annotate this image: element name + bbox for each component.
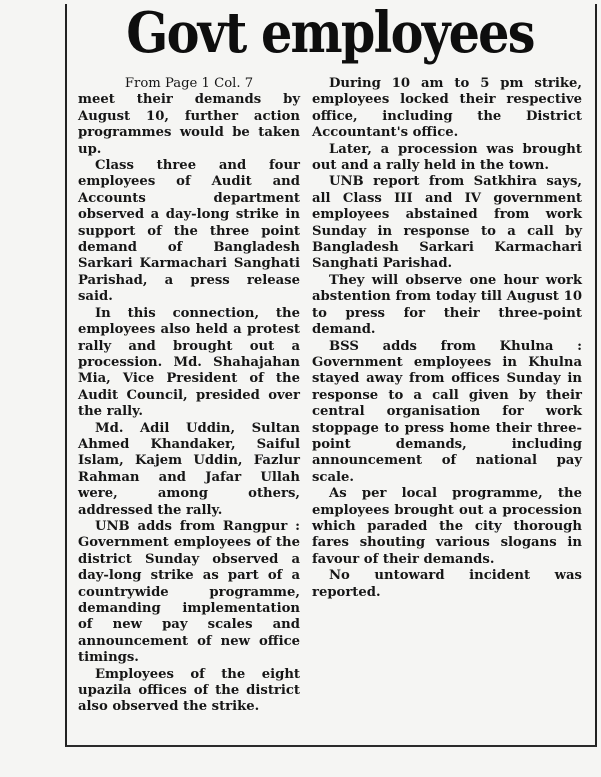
- left-column: [78, 76, 300, 716]
- headline: Govt employees: [126, 0, 534, 66]
- right-column: [312, 76, 582, 601]
- paragraph: Later, a procession was brought out and a rally held in the town.: [312, 141, 582, 174]
- paragraph: UNB adds from Rangpur : Government employees of the district Sunday observed a day-long strike as part of a countrywide programme, demanding implementation of new pay scales and announcement of new office timings.: [78, 518, 300, 666]
- jump-line: From Page 1 Col. 7: [124, 76, 254, 91]
- paragraph: They will observe one hour work abstention from today till August 10 to press for their three-point demand.: [312, 272, 582, 338]
- paragraph: In this connection, the employees also held a protest rally and brought out a procession. Md. Shahajahan Mia, Vice President of the Audit Council, presided over the rally.: [78, 305, 300, 420]
- paragraph: No untoward incident was reported.: [312, 568, 582, 600]
- paragraph: UNB report from Satkhira says, all Class III and IV government employees abstained from work Sunday in response to a call by Bangladesh Sarkari Karmachari Sanghati Parishad.: [312, 174, 582, 272]
- paragraph: meet their demands by August 10, further action programmes would be taken up.: [78, 92, 300, 157]
- paragraph: During 10 am to 5 pm strike, employees locked their respective office, including the District Accountant's office.: [312, 76, 582, 141]
- paragraph: Class three and four employees of Audit and Accounts department observed a day-long strike in support of the three point demand of Bangladesh Sarkari Karmachari Sanghati Parishad, a press release said.: [78, 158, 300, 305]
- paragraph: As per local programme, the employees brought out a procession which paraded the city thorough fares shouting various slogans in favour of their demands.: [312, 486, 582, 567]
- paragraph: Employees of the eight upazila offices of the district also observed the strike.: [78, 666, 300, 715]
- paragraph: Md. Adil Uddin, Sultan Ahmed Khandaker, Saiful Islam, Kajem Uddin, Fazlur Rahman and Jafar Ullah were, among others, addressed the rally.: [78, 420, 300, 518]
- paragraph: BSS adds from Khulna : Government employees in Khulna stayed away from offices Sunday in response to a call given by their central organisation for work stoppage to press home their three-point demands, including announcement of national pay scale.: [312, 338, 582, 485]
